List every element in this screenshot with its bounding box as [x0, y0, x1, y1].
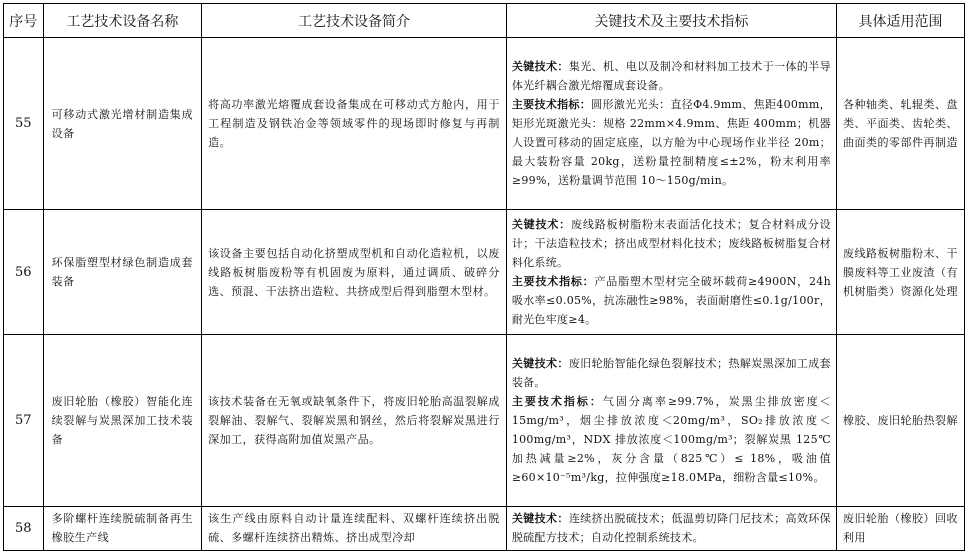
indicators-label: 主要技术指标：	[511, 275, 595, 288]
application-scope: 废旧轮胎（橡胶）回收利用	[836, 507, 964, 551]
application-scope: 各种轴类、轧辊类、盘类、平面类、齿轮类、曲面类的零部件再制造	[836, 38, 964, 210]
indicators-paragraph	[512, 392, 831, 487]
key-tech-cell	[506, 210, 836, 335]
equipment-name: 废旧轮胎（橡胶）智能化连续裂解与炭黑深加工技术装备	[43, 335, 201, 507]
table-row	[4, 38, 965, 210]
key-tech-label: 关键技术：	[511, 218, 572, 231]
indicators-text: 产品脂塑木型材完全破坏载荷≥4900N，24h 吸水率≤0.05%，抗冻融性≥98%，表面耐磨性≤0.1g/100r，耐光色牢度≥4。	[511, 275, 831, 326]
header-name: 工艺技术设备名称	[43, 4, 201, 38]
key-tech-cell	[506, 507, 836, 551]
row-number: 58	[4, 507, 44, 551]
table-row	[4, 507, 965, 551]
key-tech-cell	[506, 38, 836, 210]
key-tech-label: 关键技术：	[511, 60, 569, 73]
table-row	[4, 335, 965, 507]
indicators-paragraph	[512, 95, 831, 190]
key-tech-paragraph	[512, 57, 831, 95]
key-tech-paragraph	[512, 354, 831, 392]
equipment-name: 可移动式激光增材制造集成设备	[43, 38, 201, 210]
key-tech-text: 连续挤出脱硫技术；低温剪切降门尼技术；高效环保脱硫配方技术；自动化控制系统技术。	[511, 512, 831, 544]
key-tech-text: 废旧轮胎智能化绿色裂解技术；热解炭黑深加工成套装备。	[511, 357, 831, 389]
key-tech-paragraph	[512, 509, 831, 547]
equipment-name: 多阶螺杆连续脱硫制备再生橡胶生产线	[43, 507, 201, 551]
application-scope: 橡胶、废旧轮胎热裂解	[836, 335, 964, 507]
row-number: 57	[4, 335, 44, 507]
key-tech-cell	[506, 335, 836, 507]
header-intro: 工艺技术设备简介	[202, 4, 507, 38]
row-number: 56	[4, 210, 44, 335]
indicators-label: 主要技术指标：	[511, 395, 603, 408]
table-header-row	[4, 4, 965, 38]
header-scope: 具体适用范围	[836, 4, 964, 38]
header-key-tech: 关键技术及主要技术指标	[506, 4, 836, 38]
row-number: 55	[4, 38, 44, 210]
equipment-intro: 该设备主要包括自动化挤塑成型机和自动化造粒机，以废线路板树脂废粉等有机固废为原料，通过调质、破碎分选、预混、干法挤出造粒、共挤成型后得到脂塑木型材。	[202, 210, 507, 335]
equipment-intro: 该生产线由原料自动计量连续配料、双螺杆连续挤出脱硫、多螺杆连续挤出精炼、挤出成型冷却	[202, 507, 507, 551]
equipment-name: 环保脂塑型材绿色制造成套装备	[43, 210, 201, 335]
indicators-label: 主要技术指标：	[511, 98, 592, 111]
table-row	[4, 210, 965, 335]
indicators-text: 圆形激光光头：直径Φ4.9mm、焦距400mm，矩形光斑激光头：规格 22mm×4.9mm、焦距 400mm；机器人设置可移动的固定底座，以方舱为中心现场作业半径 20m；最大装粉容量 20kg，送粉量控制精度≤±2%，粉末利用率≥99%，送粉量调节范围 10～150g/min。	[511, 98, 831, 187]
key-tech-text: 集光、机、电以及制冷和材料加工技术于一体的半导体光纤耦合激光熔覆成套设备。	[511, 60, 831, 92]
equipment-intro: 将高功率激光熔覆成套设备集成在可移动式方舱内，用于工程制造及钢铁冶金等领域零件的现场即时修复与再制造。	[202, 38, 507, 210]
key-tech-label: 关键技术：	[511, 512, 569, 525]
equipment-table	[3, 3, 965, 551]
key-tech-label: 关键技术：	[511, 357, 569, 370]
key-tech-paragraph	[512, 215, 831, 272]
application-scope: 废线路板树脂粉末、干膜废料等工业废渣（有机树脂类）资源化处理	[836, 210, 964, 335]
indicators-text: 气固分离率≥99.7%，炭黑尘排放密度＜15mg/m³，烟尘排放浓度＜20mg/m³，SO₂排放浓度＜100mg/m³，NDX 排放浓度＜100mg/m³；裂解炭黑 125℃加热减量≥2%，灰分含量（825℃）≤ 18%，吸油值≥60×10⁻⁵m³/kg，拉伸强度≥18.0MPa，细粉含量≤10%。	[511, 395, 831, 484]
equipment-intro: 该技术装备在无氧或缺氧条件下，将废旧轮胎高温裂解成裂解油、裂解气、裂解炭黑和钢丝，然后将裂解炭黑进行深加工，获得高附加值炭黑产品。	[202, 335, 507, 507]
header-no: 序号	[4, 4, 44, 38]
indicators-paragraph	[512, 272, 831, 329]
key-tech-text: 废线路板树脂粉末表面活化技术；复合材料成分设计；干法造粒技术；挤出成型材料化技术；废线路板树脂复合材料化系统。	[511, 218, 831, 269]
